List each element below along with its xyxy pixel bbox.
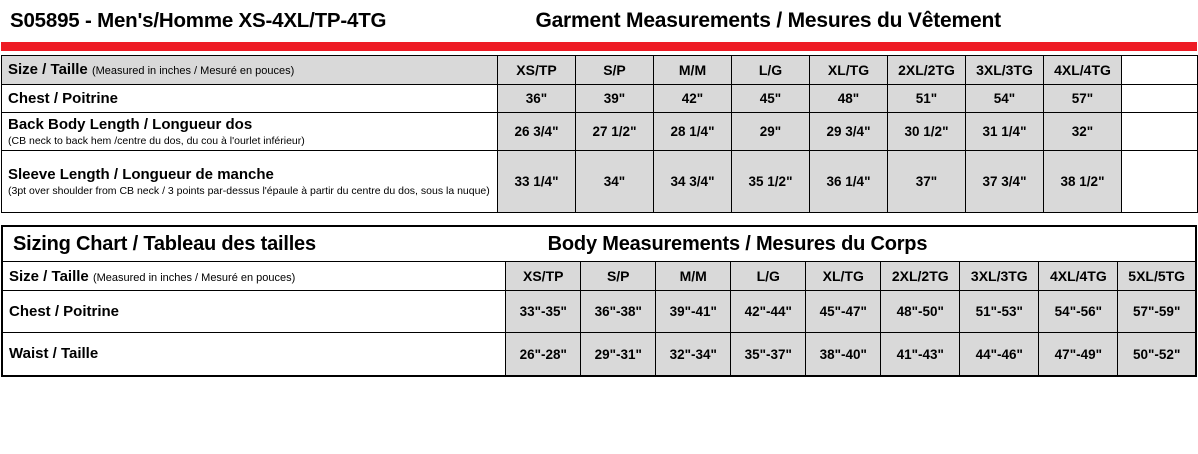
table-cell: 39"-41" — [656, 291, 731, 333]
body-size-m: M/M — [656, 262, 731, 291]
table-row — [2, 113, 1198, 151]
body-row-label-chest-text: Chest / Poitrine — [9, 303, 120, 321]
body-measurements-box — [1, 261, 1197, 377]
garment-size-header-row — [2, 56, 1198, 85]
red-accent-bar — [1, 42, 1197, 51]
table-cell: 37 3/4" — [966, 151, 1044, 213]
sizing-chart-title: Sizing Chart / Tableau des tailles — [13, 232, 316, 255]
body-measurements-title: Body Measurements / Mesures du Corps — [547, 232, 928, 255]
table-cell: 51" — [888, 85, 966, 113]
table-cell: 27 1/2" — [576, 113, 654, 151]
table-row — [3, 291, 1195, 333]
garment-size-m: M/M — [654, 56, 732, 85]
table-cell: 48" — [810, 85, 888, 113]
garment-measurements-title: Garment Measurements / Mesures du Vêtement — [535, 9, 1001, 32]
table-cell: 36"-38" — [581, 291, 656, 333]
table-cell: 57" — [1044, 85, 1122, 113]
body-size-xl: XL/TG — [806, 262, 881, 291]
table-cell: 29"-31" — [581, 333, 656, 375]
table-cell: 31 1/4" — [966, 113, 1044, 151]
garment-size-label-cell — [2, 56, 498, 85]
table-cell: 42" — [654, 85, 732, 113]
table-row — [2, 151, 1198, 213]
garment-size-spacer — [1122, 56, 1198, 85]
table-cell: 44"-46" — [960, 333, 1039, 375]
table-cell: 28 1/4" — [654, 113, 732, 151]
table-cell: 34" — [576, 151, 654, 213]
body-size-s: S/P — [581, 262, 656, 291]
table-cell: 33"-35" — [506, 291, 581, 333]
garment-row-label-back-length — [2, 113, 498, 151]
table-cell: 54" — [966, 85, 1044, 113]
table-cell: 45" — [732, 85, 810, 113]
table-cell: 38 1/2" — [1044, 151, 1122, 213]
body-size-label-cell — [3, 262, 506, 291]
body-row-label-waist — [3, 333, 506, 375]
table-cell: 39" — [576, 85, 654, 113]
table-cell: 41"-43" — [881, 333, 960, 375]
table-cell: 42"-44" — [731, 291, 806, 333]
garment-size-label: Size / Taille (Measured in inches / Mesuré en pouces) — [8, 61, 295, 79]
table-row — [2, 85, 1198, 113]
garment-size-xs: XS/TP — [498, 56, 576, 85]
table-cell: 35"-37" — [731, 333, 806, 375]
section-gap — [0, 213, 1198, 225]
table-cell: 45"-47" — [806, 291, 881, 333]
garment-size-s: S/P — [576, 56, 654, 85]
body-size-5xl: 5XL/5TG — [1118, 262, 1195, 291]
table-cell: 33 1/4" — [498, 151, 576, 213]
sizing-chart-header — [1, 225, 1197, 261]
body-size-2xl: 2XL/2TG — [881, 262, 960, 291]
table-row — [3, 333, 1195, 375]
table-cell: 35 1/2" — [732, 151, 810, 213]
garment-row-label-back-length-text: Back Body Length / Longueur dos — [8, 116, 253, 133]
body-size-l: L/G — [731, 262, 806, 291]
body-row-label-waist-text: Waist / Taille — [9, 345, 99, 363]
table-cell: 54"-56" — [1039, 291, 1118, 333]
table-cell: 26 3/4" — [498, 113, 576, 151]
table-cell: 38"-40" — [806, 333, 881, 375]
table-cell: 32" — [1044, 113, 1122, 151]
body-measurements-table — [3, 261, 1195, 375]
table-cell: 29 3/4" — [810, 113, 888, 151]
style-code: S05895 - Men's/Homme XS-4XL/TP-4TG — [10, 9, 387, 32]
table-cell: 30 1/2" — [888, 113, 966, 151]
garment-row-label-chest — [2, 85, 498, 113]
body-size-3xl: 3XL/3TG — [960, 262, 1039, 291]
garment-row-sub-sleeve: (3pt over shoulder from CB neck / 3 points par-dessus l'épaule à partir du centre du dos, sous la nuque) — [8, 184, 490, 197]
table-cell — [1122, 113, 1198, 151]
table-cell: 50"-52" — [1118, 333, 1195, 375]
table-cell: 29" — [732, 113, 810, 151]
garment-size-4xl: 4XL/4TG — [1044, 56, 1122, 85]
table-cell: 47"-49" — [1039, 333, 1118, 375]
table-cell: 26"-28" — [506, 333, 581, 375]
garment-size-l: L/G — [732, 56, 810, 85]
body-size-label: Size / Taille (Measured in inches / Mesuré en pouces) — [9, 267, 296, 285]
body-row-label-chest — [3, 291, 506, 333]
garment-row-label-sleeve-text: Sleeve Length / Longueur de manche — [8, 166, 274, 184]
garment-size-2xl: 2XL/2TG — [888, 56, 966, 85]
body-size-4xl: 4XL/4TG — [1039, 262, 1118, 291]
table-cell: 51"-53" — [960, 291, 1039, 333]
garment-row-label-chest-text: Chest / Poitrine — [8, 89, 119, 107]
garment-row-sub-back-length: (CB neck to back hem /centre du dos, du cou à l'ourlet inférieur) — [8, 134, 305, 147]
table-cell: 36" — [498, 85, 576, 113]
body-size-header-row — [3, 262, 1195, 291]
table-cell: 32"-34" — [656, 333, 731, 375]
garment-size-3xl: 3XL/3TG — [966, 56, 1044, 85]
garment-measurements-table — [1, 55, 1198, 213]
garment-row-label-sleeve — [2, 151, 498, 213]
table-cell: 36 1/4" — [810, 151, 888, 213]
table-cell: 57"-59" — [1118, 291, 1195, 333]
body-size-xs: XS/TP — [506, 262, 581, 291]
table-cell — [1122, 151, 1198, 213]
table-cell: 48"-50" — [881, 291, 960, 333]
table-cell: 34 3/4" — [654, 151, 732, 213]
garment-size-xl: XL/TG — [810, 56, 888, 85]
table-cell — [1122, 85, 1198, 113]
garment-header — [0, 0, 1198, 42]
table-cell: 37" — [888, 151, 966, 213]
